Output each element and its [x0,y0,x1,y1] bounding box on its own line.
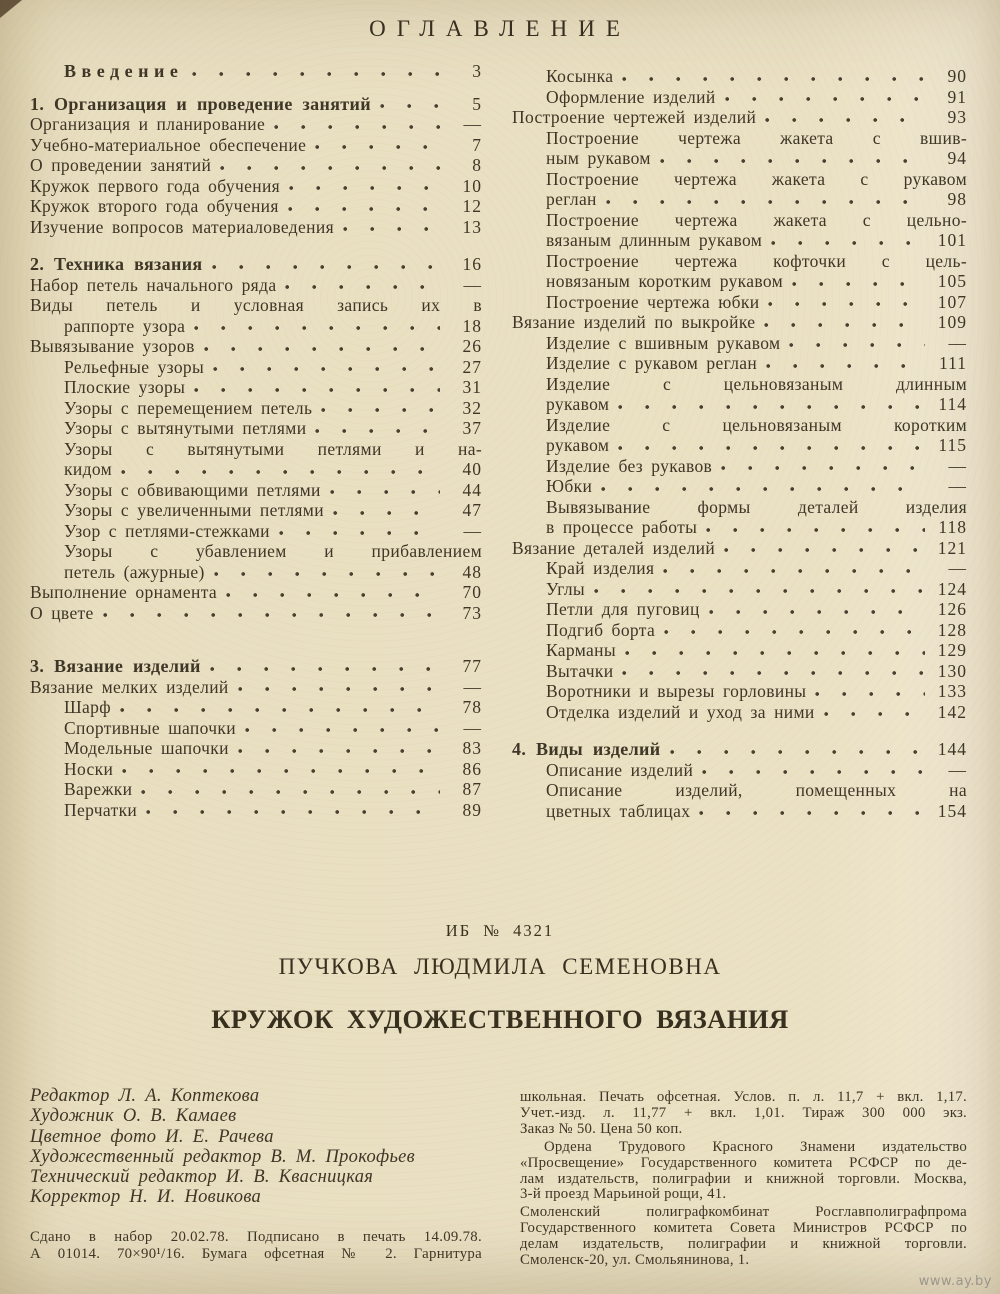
dot-leader [700,765,925,780]
toc-entry-page: 91 [947,86,967,107]
typesetting-info [30,1229,482,1263]
toc-entry-title: Кружок второго года обучения [30,196,279,216]
dot-leader [719,461,925,476]
dot-leader [212,567,440,582]
toc-entry-page: 154 [937,800,967,821]
toc-entry [30,480,482,501]
dot-leader [592,584,925,599]
dot-leader [604,195,925,210]
toc-entry-page: 8 [472,155,482,175]
toc-entry-title: ным рукавом [546,148,651,168]
toc-entry [30,196,482,217]
dot-leader [722,543,925,558]
toc-entry [30,418,482,439]
toc-entry [30,61,482,82]
toc-entry-title: новязаным коротким рукавом [546,271,784,291]
toc-entry-page: 121 [937,537,967,558]
toc-entry-page: 73 [462,602,482,623]
toc-entry-page: 144 [937,739,967,759]
toc-entry-title: Модельные шапочки [64,738,229,758]
toc-entry-title: петель (ажурные) [64,561,205,582]
dot-leader [202,342,440,357]
dot-leader [599,482,925,497]
toc-entry-page: 109 [937,312,967,332]
toc-entry-title: Шарф [64,697,111,717]
toc-entry-title: Организация и планирование [30,114,266,134]
dot-leader [139,785,440,800]
toc-entry [512,312,967,333]
imprint-line: делам издательств, полиграфии и книжной торговли. [520,1236,967,1253]
toc-entry [512,107,967,128]
toc-entry-title: Вытачки [546,660,614,681]
toc-entry-page: — [463,114,482,134]
toc-entry [512,66,967,87]
dot-leader [766,297,925,312]
toc-entry-title: Косынка [546,66,614,86]
toc-entry [30,94,482,115]
toc-entry-page: 94 [947,148,967,168]
dot-leader [313,140,440,155]
toc-entry-title: Описание изделий, помещенных на [546,780,967,800]
dot-leader [620,72,925,87]
toc-entry [30,656,482,677]
credit-line: Цветное фото И. Е. Рачева [30,1126,274,1147]
toc-entry-page: 124 [937,578,967,599]
toc-entry [512,169,967,190]
toc-entry [30,541,482,562]
toc-entry [512,599,967,620]
toc-entry-title: Построение чертежа кофточки с цель- [546,250,967,271]
toc-entry-title: Узоры с перемещением петель [64,397,313,418]
toc-entry [512,640,967,661]
toc-entry-page: 44 [462,479,482,500]
imprint-right [520,1090,967,1271]
toc-entry [30,459,482,480]
dot-leader [790,277,925,292]
toc-entry [30,582,482,603]
toc-entry [30,677,482,698]
toc-entry-title: Описание изделий [546,759,694,780]
toc-entry [512,558,967,579]
dot-leader [813,687,925,702]
toc-entry-title: Вязание изделий по выкройке [512,312,756,332]
toc-entry-title: Виды петель и условная запись их в [30,295,482,315]
toc-entry-page: — [948,759,967,780]
toc-entry-page: 32 [462,397,482,418]
toc-entry-page: 87 [462,779,482,799]
toc-entry [30,336,482,357]
toc-entry-page: 111 [939,353,967,373]
dot-leader [331,506,440,521]
toc-entry [30,135,482,156]
dot-leader [764,359,925,374]
toc-entry-title: Изделие без рукавов [546,455,713,476]
toc-entry-title: Плоские узоры [64,377,186,397]
toc-entry [30,759,482,780]
toc-entry [30,718,482,739]
toc-entry [512,189,967,210]
toc-entry [512,579,967,600]
toc-entry-page: 13 [462,216,482,237]
toc-entry-title: Оформление изделий [546,86,716,107]
dot-leader [210,260,440,275]
toc-entry-page: 114 [938,394,967,414]
toc-entry-title: Построение чертежа жакета с рукавом [546,168,967,189]
toc-entry-page: 27 [462,356,482,377]
dot-leader [707,605,925,620]
toc-entry-title: цветных таблицах [546,800,691,821]
toc-entry-page: — [948,332,967,353]
imprint-line: Заказ № 50. Цена 50 коп. [520,1120,683,1137]
toc-entry-title: кидом [64,459,113,479]
dot-leader [208,662,440,677]
toc-entry-title: 2. Техника вязания [30,254,203,274]
toc-entry [30,697,482,718]
toc-entry [512,517,967,538]
toc-entry-title: Изделие с вшивным рукавом [546,332,781,353]
dot-leader [287,181,440,196]
toc-entry [30,500,482,521]
imprint-line: школьная. Печать офсетная. Услов. п. л. 11,7 + вкл. 1,17. [520,1089,967,1105]
dot-leader [236,682,440,697]
toc-entry-page: 101 [937,230,967,250]
dot-leader [218,161,440,176]
toc-entry-title: Построение чертежа жакета с цельно- [546,209,967,230]
toc-entry-title: Построение чертежей изделий [512,107,757,127]
toc-entry [30,377,482,398]
dot-leader [190,67,440,82]
toc-entry-page: 90 [947,66,967,86]
dot-leader [236,744,440,759]
toc-entry-page: 142 [937,701,967,722]
dot-leader [616,400,925,415]
credit-line: Технический редактор И. В. Квасницкая [30,1167,374,1188]
toc-entry-title: Изучение вопросов материаловедения [30,216,334,237]
toc-entry-page: 16 [462,254,482,274]
toc-entry-title: раппорте узора [64,315,186,336]
toc-entry-page: 93 [947,107,967,127]
toc-entry [30,295,482,316]
toc-entry [512,251,967,272]
dot-leader [101,608,440,623]
toc-entry-page: 10 [462,175,482,196]
toc-entry-title: О проведении занятий [30,155,212,175]
toc-entry-title: 4. Виды изделий [512,739,661,759]
toc-entry-page: 77 [462,656,482,676]
toc-entry-page: 107 [937,291,967,312]
toc-entry-title: 1. Организация и проведение занятий [30,93,371,114]
dot-leader [769,236,925,251]
toc-entry-page: 105 [937,271,967,291]
toc-entry-page: 86 [462,758,482,779]
book-title: КРУЖОК ХУДОЖЕСТВЕННОГО ВЯЗАНИЯ [211,1004,789,1034]
toc-entry-title: рукавом [546,435,610,455]
toc-entry [30,738,482,759]
toc-entry [512,476,967,497]
credits-list [30,1086,482,1208]
toc-entry-title: Воротники и вырезы горловины [546,681,807,701]
toc-entry [30,114,482,135]
dot-leader [723,92,925,107]
toc-entry-page: 115 [938,435,967,455]
dot-leader [704,523,925,538]
toc-entry-title: Построение чертежа юбки [546,291,760,312]
toc-entry-title: Углы [546,578,586,599]
toc-entry [30,316,482,337]
dot-leader [144,805,440,820]
toc-entry [512,415,967,436]
toc-entry [30,779,482,800]
toc-entry-page: 47 [462,500,482,520]
dot-leader [192,383,440,398]
credit-line: Корректор Н. И. Новикова [30,1187,262,1208]
toc-entry-title: Спортивные шапочки [64,717,236,738]
imprint-line: Смоленск-20, ул. Смольянинова, 1. [520,1252,750,1269]
toc-entry [30,155,482,176]
toc-entry-title: Вязание деталей изделий [512,537,716,558]
toc-entry [30,439,482,460]
toc-entry-page: 37 [462,418,482,438]
toc-entry-title: Узоры с убавлением и прибавлением [64,541,482,561]
dot-leader [822,707,925,722]
dot-leader [697,806,925,821]
toc-entry-title: Перчатки [64,799,138,820]
imprint-line: «Просвещение» Государственного комитета РСФСР по де- [520,1154,967,1171]
toc-entry-title: вязаным длинным рукавом [546,230,763,250]
toc-entry-title: Рельефные узоры [64,356,205,377]
dot-leader [120,764,440,779]
toc-entry-title: Выполнение орнамента [30,582,218,602]
toc-entry-title: Вывязывание узоров [30,336,195,356]
credit-line: Художественный редактор В. М. Прокофьев [30,1146,416,1167]
imprint-line: Смоленский полиграфкомбинат Росглавполиграфпрома [520,1204,967,1221]
imprint-left [30,1086,482,1262]
toc-left-column [30,61,482,820]
dot-leader [119,465,440,480]
toc-entry-title: Юбки [546,476,593,496]
toc-entry [512,538,967,559]
toc-entry-page: — [463,274,482,295]
toc-entry [30,217,482,238]
toc-entry-page: — [463,717,482,738]
toc-entry [512,333,967,354]
toc-entry [30,562,482,583]
author-name: ПУЧКОВА ЛЮДМИЛА СЕМЕНОВНА [278,954,722,979]
toc-entry-title: Карманы [546,640,616,660]
toc-entry-page: — [463,520,482,541]
imprint-line: Ордена Трудового Красного Знамени издательство [544,1138,967,1155]
toc-entry-page: 78 [462,697,482,717]
toc-entry [512,374,967,395]
toc-entry [30,357,482,378]
dot-leader [763,113,925,128]
toc-entry [512,801,967,822]
toc-entry [30,398,482,419]
toc-entry-page: — [948,455,967,476]
dot-leader [658,154,925,169]
dot-leader [616,441,925,456]
toc-entry-title: Набор петель начального ряда [30,274,277,295]
edition-number: ИБ № 4321 [445,921,555,940]
toc-entry-title: Построение чертежа жакета с вшив- [546,127,967,148]
toc-entry [512,271,967,292]
toc-entry-page: 48 [462,561,482,582]
dot-leader [224,588,440,603]
toc-entry-title: Узор с петлями-стежками [64,520,270,541]
dot-leader [211,362,440,377]
typesetting-line: Сдано в набор 20.02.78. Подписано в печать 14.09.78. [30,1228,482,1245]
imprint-paragraph [520,1090,967,1138]
toc-entry [30,176,482,197]
dot-leader [661,564,925,579]
dot-leader [623,646,925,661]
dot-leader [319,403,440,418]
watermark: www.ay.by [918,1274,992,1289]
toc-entry-title: Изделие с цельновязаным коротким [546,414,967,435]
toc-entry-page: 83 [462,738,482,758]
dot-leader [118,703,440,718]
toc-entry-title: Варежки [64,779,133,799]
toc-entry [30,603,482,624]
toc-entry [30,254,482,275]
imprint-paragraph [520,1140,967,1204]
toc-right-column [512,66,967,821]
toc-entry-page: — [948,476,967,496]
dot-leader [243,723,440,738]
toc-entry-title: Узоры с вытянутыми петлями [64,418,307,438]
toc-entry [512,497,967,518]
toc-entry-page: 70 [462,582,482,602]
toc-entry-title: Отделка изделий и уход за ними [546,701,815,722]
toc-entry [512,681,967,702]
toc-entry-title: Узоры с увеличенными петлями [64,500,324,520]
imprint-line: Государственного комитета Совета Министров РСФСР по [520,1220,967,1237]
toc-entry-title: Петли для пуговиц [546,599,700,619]
dot-leader [192,321,440,336]
toc-entry-title: реглан [546,189,597,209]
credit-line: Редактор Л. А. Коптекова [30,1086,260,1106]
toc-entry [512,435,967,456]
toc-entry-title: Учебно-материальное обеспечение [30,134,307,155]
imprint-line: 3-й проезд Марьиной рощи, 41. [520,1186,727,1203]
toc-entry [512,353,967,374]
toc-entry-page: 130 [937,660,967,681]
toc-entry-title: О цвете [30,602,94,623]
typesetting-line: А 01014. 70×90¹/16. Бумага офсетная № 2. Гарнитура [30,1245,482,1262]
toc-entry [512,702,967,723]
toc-entry [512,739,967,760]
toc-entry-title: Введение [64,61,184,81]
dot-leader [341,222,440,237]
page-title: ОГЛАВЛЕНИЕ [369,16,631,41]
dot-leader [787,338,925,353]
toc-entry [30,800,482,821]
toc-entry-page: 118 [938,517,967,537]
toc-entry-page: 26 [462,336,482,356]
toc-entry-page: 12 [462,196,482,216]
toc-entry [512,230,967,251]
toc-entry [512,760,967,781]
dot-leader [277,526,440,541]
toc-entry-page: 98 [947,189,967,209]
toc-entry-title: Носки [64,758,114,779]
toc-entry-title: Вязание мелких изделий [30,676,229,697]
toc-entry [512,292,967,313]
toc-entry-page: — [463,676,482,697]
toc-entry-page: — [948,558,967,578]
toc-entry-title: Подгиб борта [546,619,656,640]
toc-entry-page: 129 [937,640,967,660]
dot-leader [762,318,925,333]
toc-entry [512,620,967,641]
toc-entry [512,128,967,149]
dot-leader [620,666,925,681]
toc-entry-title: в процессе работы [546,517,698,537]
toc-entry [512,780,967,801]
toc-entry-title: Узоры с обвивающими петлями [64,479,321,500]
toc-entry-title: Изделие с рукавом реглан [546,353,758,373]
imprint-line: лам издательств, полиграфии и книжной торговли. Москва, [520,1170,967,1187]
toc-entry-page: 89 [462,799,482,820]
dot-leader [662,625,925,640]
dot-leader [313,424,440,439]
toc-entry-page: 7 [472,134,482,155]
dot-leader [668,745,925,760]
toc-entry-title: рукавом [546,394,610,414]
credit-line: Художник О. В. Камаев [30,1106,237,1127]
toc-entry [512,661,967,682]
toc-entry-page: 126 [937,599,967,619]
toc-entry-page: 128 [937,619,967,640]
toc-entry [512,456,967,477]
toc-entry-page: 5 [472,93,482,114]
toc-entry-page: 40 [462,459,482,479]
dot-leader [378,99,440,114]
dot-leader [328,485,440,500]
dot-leader [286,202,440,217]
colophon-center [0,921,1000,1035]
toc-entry-title: Кружок первого года обучения [30,175,281,196]
toc-entry-title: 3. Вязание изделий [30,656,201,676]
imprint-line: Учет.-изд. л. 11,77 + вкл. 1,01. Тираж 300 000 экз. [520,1104,967,1121]
toc-entry-page: 31 [462,377,482,397]
toc-entry [512,148,967,169]
toc-entry-page: 133 [937,681,967,701]
toc-entry-title: Узоры с вытянутыми петлями и на- [64,438,482,459]
dot-leader [272,120,440,135]
toc-entry [512,87,967,108]
toc-entry-title: Изделие с цельновязаным длинным [546,373,967,394]
toc-entry [30,521,482,542]
imprint-paragraph [520,1205,967,1269]
toc-entry [30,275,482,296]
toc-entry-title: Вывязывание формы деталей изделия [546,496,967,517]
toc-entry-page: 18 [462,315,482,336]
toc-entry-page: 3 [472,61,482,81]
toc-entry [512,394,967,415]
toc-entry-title: Край изделия [546,558,655,578]
toc-entry [512,210,967,231]
dot-leader [283,280,440,295]
